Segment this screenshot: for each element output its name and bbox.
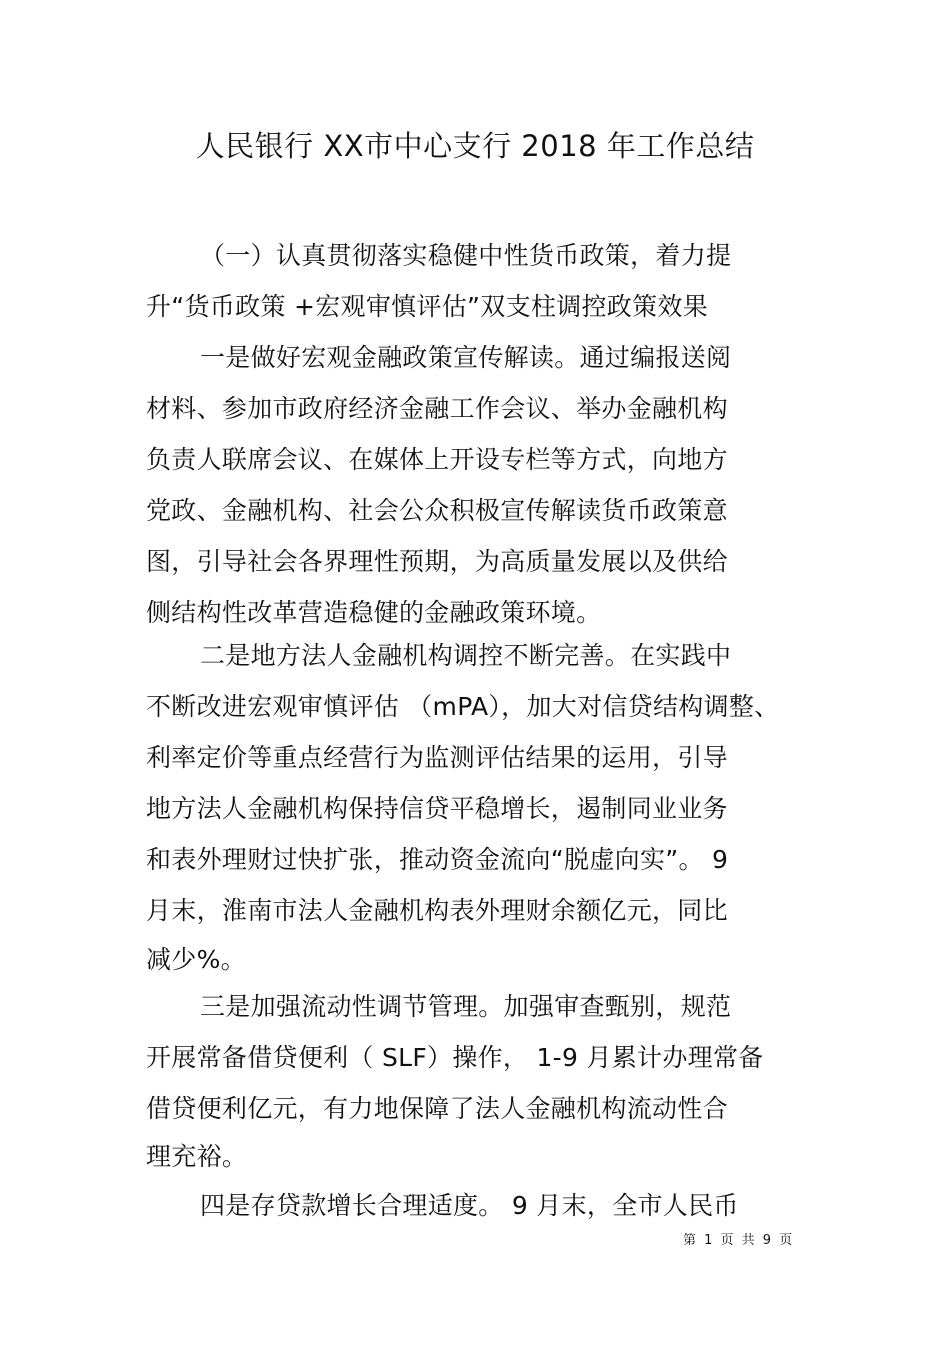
paragraph-line: 一是做好宏观金融政策宣传解读。通过编报送阅 xyxy=(200,343,732,372)
paragraph-line: 负责人联席会议、在媒体上开设专栏等方式，向地方 xyxy=(146,445,728,474)
paragraph-line: 二是地方法人金融机构调控不断完善。在实践中 xyxy=(200,641,732,670)
paragraph-line: 和表外理财过快扩张，推动资金流向“脱虚向实”。 9 xyxy=(146,845,729,874)
paragraph-line: 理充裕。 xyxy=(146,1142,248,1171)
paragraph-line: 月末，淮南市法人金融机构表外理财余额亿元，同比 xyxy=(146,896,728,925)
paragraph-line: 升“货币政策 +宏观审慎评估”双支柱调控政策效果 xyxy=(146,292,708,321)
paragraph-line: 图，引导社会各界理性预期，为高质量发展以及供给 xyxy=(146,547,728,576)
paragraph-line: 不断改进宏观审慎评估 （mPA），加大对信贷结构调整、 xyxy=(146,692,780,721)
paragraph-line: 借贷便利亿元，有力地保障了法人金融机构流动性合 xyxy=(146,1094,728,1123)
paragraph-line: 党政、金融机构、社会公众积极宣传解读货币政策意 xyxy=(146,496,728,525)
paragraph-line: 材料、参加市政府经济金融工作会议、举办金融机构 xyxy=(146,394,728,423)
paragraph-line: 利率定价等重点经营行为监测评估结果的运用，引导 xyxy=(146,743,728,772)
paragraph-line: 三是加强流动性调节管理。加强审查甄别，规范 xyxy=(200,992,732,1021)
paragraph-line: 地方法人金融机构保持信贷平稳增长，遏制同业业务 xyxy=(146,794,728,823)
paragraph-line: 减少%。 xyxy=(146,945,246,974)
paragraph-line: 开展常备借贷便利（ SLF）操作， 1-9 月累计办理常备 xyxy=(146,1043,764,1072)
document-title: 人民银行 XX市中心支行 2018 年工作总结 xyxy=(195,129,755,163)
paragraph-line: （一）认真贯彻落实稳健中性货币政策，着力提 xyxy=(200,241,732,270)
paragraph-line: 四是存贷款增长合理适度。 9 月末，全市人民币 xyxy=(200,1191,739,1220)
page-number: 第 1 页 共 9 页 xyxy=(683,1233,795,1248)
paragraph-line: 侧结构性改革营造稳健的金融政策环境。 xyxy=(146,598,602,627)
